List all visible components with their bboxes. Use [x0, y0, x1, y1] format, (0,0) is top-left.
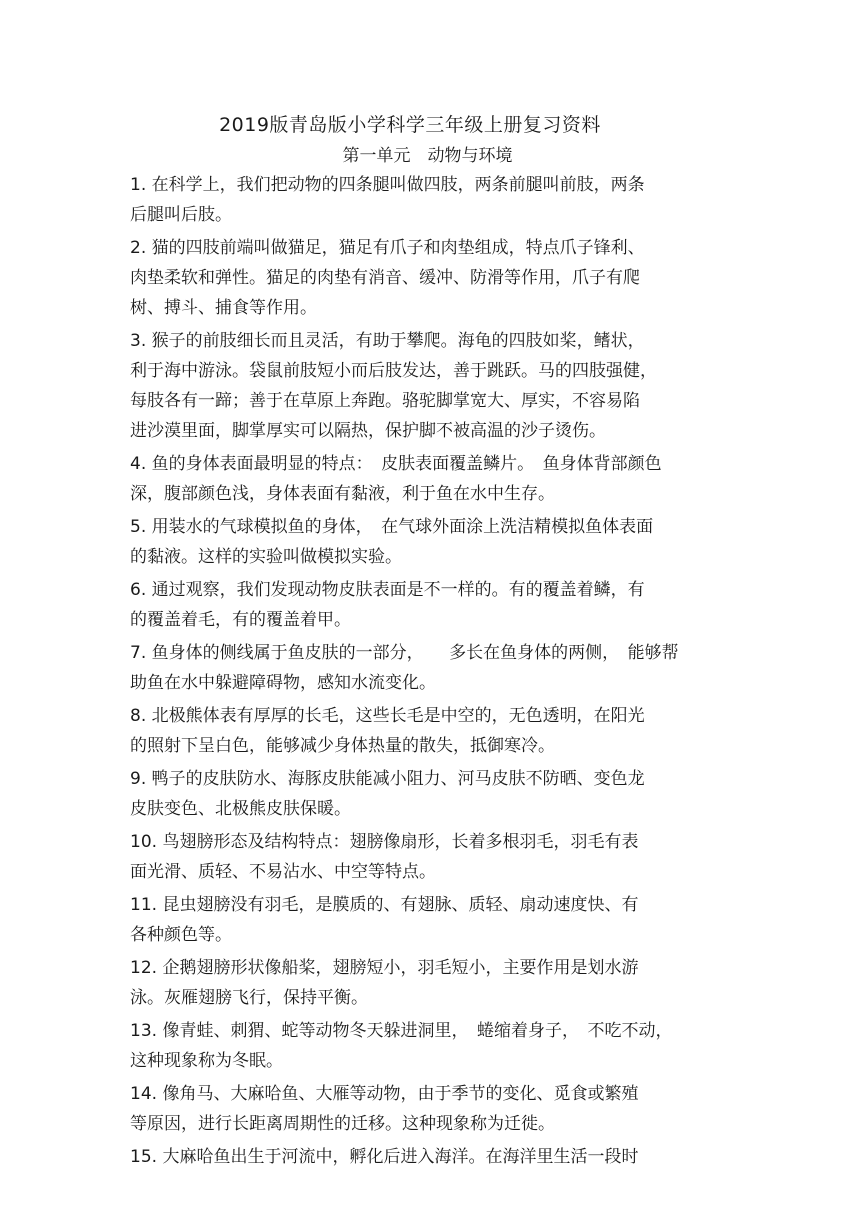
item-line: 14. 像角马、大麻哈鱼、大雁等动物，由于季节的变化、觅食或繁殖 — [130, 1084, 639, 1104]
review-item — [130, 512, 740, 572]
review-item — [130, 575, 740, 635]
review-item — [130, 170, 740, 230]
item-line: 8. 北极熊体表有厚厚的长毛，这些长毛是中空的，无色透明，在阳光 — [130, 706, 645, 726]
item-line: 面光滑、质轻、不易沾水、中空等特点。 — [130, 862, 436, 882]
item-line: 的照射下呈白色，能够减少身体热量的散失，抵御寒冷。 — [130, 736, 555, 756]
item-line: 这种现象称为冬眠。 — [130, 1051, 283, 1071]
review-list — [130, 170, 740, 1175]
item-line: 11. 昆虫翅膀没有羽毛，是膜质的、有翅脉、质轻、扇动速度快、有 — [130, 895, 639, 915]
item-line: 的覆盖着毛，有的覆盖着甲。 — [130, 610, 351, 630]
review-item — [130, 764, 740, 824]
item-line: 5. 用装水的气球模拟鱼的身体， 在气球外面涂上洗洁精模拟鱼体表面 — [130, 517, 654, 537]
unit-heading: 第一单元 动物与环境 — [342, 146, 513, 166]
review-item — [130, 953, 740, 1013]
item-line: 3. 猴子的前肢细长而且灵活，有助于攀爬。海龟的四肢如桨，鳍状， — [130, 331, 645, 351]
review-item — [130, 701, 740, 761]
item-line: 的黏液。这样的实验叫做模拟实验。 — [130, 547, 402, 567]
item-line: 树、搏斗、捕食等作用。 — [130, 298, 317, 318]
item-line: 13. 像青蛙、刺猬、蛇等动物冬天躲进洞里， 蜷缩着身子， 不吃不动， — [130, 1021, 673, 1041]
review-item — [130, 638, 740, 698]
item-line: 15. 大麻哈鱼出生于河流中，孵化后进入海洋。在海洋里生活一段时 — [130, 1147, 639, 1167]
item-line: 各种颜色等。 — [130, 925, 232, 945]
item-line: 肉垫柔软和弹性。猫足的肉垫有消音、缓冲、防滑等作用，爪子有爬 — [130, 268, 640, 288]
item-line: 助鱼在水中躲避障碍物，感知水流变化。 — [130, 673, 436, 693]
item-line: 深，腹部颜色浅，身体表面有黏液，利于鱼在水中生存。 — [130, 484, 555, 504]
review-item — [130, 449, 740, 509]
item-line: 2. 猫的四肢前端叫做猫足，猫足有爪子和肉垫组成，特点爪子锋利、 — [130, 238, 645, 258]
document-title: 2019版青岛版小学科学三年级上册复习资料 — [219, 114, 601, 136]
item-line: 泳。灰雁翅膀飞行，保持平衡。 — [130, 988, 368, 1008]
review-item — [130, 827, 740, 887]
review-item — [130, 233, 740, 323]
item-line: 10. 鸟翅膀形态及结构特点：翅膀像扇形，长着多根羽毛，羽毛有表 — [130, 832, 639, 852]
item-line: 1. 在科学上，我们把动物的四条腿叫做四肢，两条前腿叫前肢，两条 — [130, 175, 645, 195]
review-item — [130, 326, 740, 446]
item-line: 等原因，进行长距离周期性的迁移。这种现象称为迁徙。 — [130, 1114, 555, 1134]
item-line: 7. 鱼身体的侧线属于鱼皮肤的一部分， 多长在鱼身体的两侧， 能够帮 — [130, 643, 679, 663]
review-item — [130, 1079, 740, 1139]
item-line: 进沙漠里面，脚掌厚实可以隔热，保护脚不被高温的沙子烫伤。 — [130, 421, 606, 441]
item-line: 后腿叫后肢。 — [130, 205, 232, 225]
item-line: 4. 鱼的身体表面最明显的特点： 皮肤表面覆盖鳞片。 鱼身体背部颜色 — [130, 454, 662, 474]
review-item — [130, 1016, 740, 1076]
item-line: 每肢各有一蹄；善于在草原上奔跑。骆驼脚掌宽大、厚实，不容易陷 — [130, 391, 640, 411]
item-line: 皮肤变色、北极熊皮肤保暖。 — [130, 799, 351, 819]
item-line: 6. 通过观察，我们发现动物皮肤表面是不一样的。有的覆盖着鳞，有 — [130, 580, 645, 600]
review-item — [130, 890, 740, 950]
review-item — [130, 1142, 740, 1172]
item-line: 12. 企鹅翅膀形状像船桨，翅膀短小，羽毛短小，主要作用是划水游 — [130, 958, 639, 978]
item-line: 9. 鸭子的皮肤防水、海豚皮肤能减小阻力、河马皮肤不防晒、变色龙 — [130, 769, 645, 789]
item-line: 利于海中游泳。袋鼠前肢短小而后肢发达，善于跳跃。马的四肢强健， — [130, 361, 657, 381]
